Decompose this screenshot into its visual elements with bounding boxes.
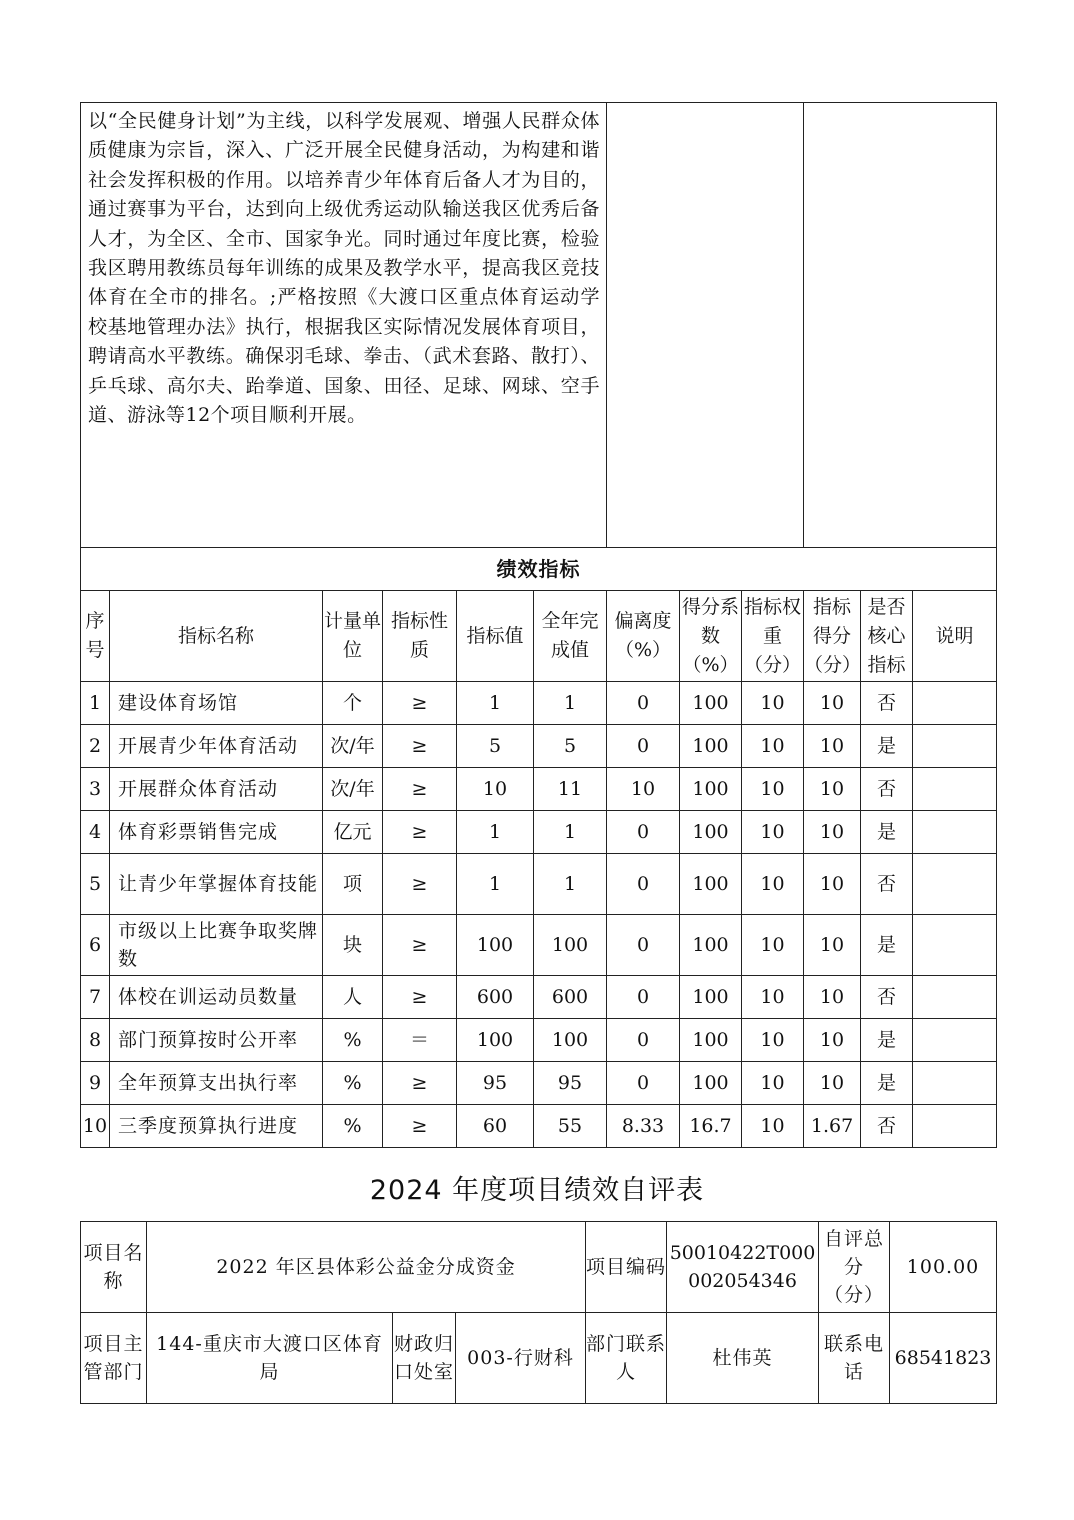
table-row bbox=[81, 1105, 997, 1148]
cell-unit: 次/年 bbox=[323, 725, 383, 768]
cell-core: 否 bbox=[861, 1105, 913, 1148]
cell-score: 10 bbox=[804, 854, 861, 915]
dept-label: 项目主管部门 bbox=[81, 1313, 147, 1404]
cell-actual: 1 bbox=[534, 854, 607, 915]
total-score: 100.00 bbox=[890, 1222, 997, 1313]
cell-unit: 块 bbox=[323, 915, 383, 976]
cell-deviation: 0 bbox=[607, 725, 680, 768]
cell-target: 1 bbox=[457, 682, 534, 725]
header-score: 指标得分（分） bbox=[804, 591, 861, 682]
header-nature: 指标性质 bbox=[383, 591, 457, 682]
cell-unit: % bbox=[323, 1105, 383, 1148]
cell-name: 部门预算按时公开率 bbox=[110, 1019, 323, 1062]
cell-seq: 1 bbox=[81, 682, 110, 725]
cell-weight: 10 bbox=[742, 1019, 804, 1062]
cell-weight: 10 bbox=[742, 768, 804, 811]
finance: 003-行财科 bbox=[456, 1313, 586, 1404]
dept: 144-重庆市大渡口区体育局 bbox=[147, 1313, 393, 1404]
cell-target: 60 bbox=[457, 1105, 534, 1148]
cell-deviation: 0 bbox=[607, 682, 680, 725]
table-row bbox=[81, 768, 997, 811]
cell-seq: 10 bbox=[81, 1105, 110, 1148]
phone: 68541823 bbox=[890, 1313, 997, 1404]
cell-note bbox=[913, 1105, 997, 1148]
cell-unit: 项 bbox=[323, 854, 383, 915]
cell-actual: 55 bbox=[534, 1105, 607, 1148]
cell-weight: 10 bbox=[742, 811, 804, 854]
cell-unit: 个 bbox=[323, 682, 383, 725]
cell-name: 三季度预算执行进度 bbox=[110, 1105, 323, 1148]
header-deviation: 偏离度（%） bbox=[607, 591, 680, 682]
header-note: 说明 bbox=[913, 591, 997, 682]
cell-coef: 100 bbox=[680, 682, 742, 725]
header-core: 是否核心指标 bbox=[861, 591, 913, 682]
cell-core: 是 bbox=[861, 1062, 913, 1105]
cell-deviation: 0 bbox=[607, 1019, 680, 1062]
cell-coef: 16.7 bbox=[680, 1105, 742, 1148]
table-row bbox=[81, 915, 997, 976]
cell-nature: ≥ bbox=[383, 854, 457, 915]
contact-label: 部门联系人 bbox=[586, 1313, 667, 1404]
cell-deviation: 10 bbox=[607, 768, 680, 811]
cell-weight: 10 bbox=[742, 1105, 804, 1148]
cell-deviation: 0 bbox=[607, 854, 680, 915]
cell-unit: 亿元 bbox=[323, 811, 383, 854]
cell-note bbox=[913, 1019, 997, 1062]
cell-weight: 10 bbox=[742, 682, 804, 725]
phone-label: 联系电话 bbox=[819, 1313, 890, 1404]
cell-weight: 10 bbox=[742, 725, 804, 768]
cell-actual: 1 bbox=[534, 811, 607, 854]
cell-core: 是 bbox=[861, 811, 913, 854]
cell-weight: 10 bbox=[742, 915, 804, 976]
cell-core: 否 bbox=[861, 976, 913, 1019]
cell-target: 5 bbox=[457, 725, 534, 768]
cell-unit: % bbox=[323, 1019, 383, 1062]
cell-coef: 100 bbox=[680, 854, 742, 915]
header-coef: 得分系数（%） bbox=[680, 591, 742, 682]
cell-score: 10 bbox=[804, 1019, 861, 1062]
cell-name: 全年预算支出执行率 bbox=[110, 1062, 323, 1105]
cell-note bbox=[913, 682, 997, 725]
header-name: 指标名称 bbox=[110, 591, 323, 682]
cell-nature: ≥ bbox=[383, 811, 457, 854]
total-score-label: 自评总分（分） bbox=[819, 1222, 890, 1313]
header-unit: 计量单位 bbox=[323, 591, 383, 682]
project-description: 以“全民健身计划”为主线，以科学发展观、增强人民群众体质健康为宗旨，深入、广泛开展全民健身活动，为构建和谐社会发挥积极的作用。以培养青少年体育后备人才为目的，通过赛事为平台，达到向上级优秀运动队输送我区优秀后备人才，为全区、全市、国家争光。同时通过年度比赛，检验我区聘用教练员每年训练的成果及教学水平，提高我区竞技体育在全市的排名。;严格按照《大渡口区重点体育运动学校基地管理办法》执行，根据我区实际情况发展体育项目，聘请高水平教练。确保羽毛球、拳击、（武术套路、散打）、乒乓球、高尔夫、跆拳道、国象、田径、足球、网球、空手道、游泳等12个项目顺利开展。 bbox=[81, 103, 607, 548]
cell-note bbox=[913, 768, 997, 811]
cell-score: 10 bbox=[804, 915, 861, 976]
project-name: 2022 年区县体彩公益金分成资金 bbox=[147, 1222, 586, 1313]
cell-coef: 100 bbox=[680, 811, 742, 854]
cell-name: 开展青少年体育活动 bbox=[110, 725, 323, 768]
performance-table bbox=[80, 102, 997, 1148]
cell-note bbox=[913, 1062, 997, 1105]
cell-weight: 10 bbox=[742, 1062, 804, 1105]
cell-actual: 100 bbox=[534, 915, 607, 976]
cell-actual: 95 bbox=[534, 1062, 607, 1105]
finance-label: 财政归口处室 bbox=[393, 1313, 456, 1404]
cell-target: 95 bbox=[457, 1062, 534, 1105]
cell-coef: 100 bbox=[680, 976, 742, 1019]
empty-cell bbox=[804, 103, 997, 548]
cell-nature: ≥ bbox=[383, 976, 457, 1019]
cell-note bbox=[913, 915, 997, 976]
cell-core: 否 bbox=[861, 682, 913, 725]
table-row bbox=[81, 811, 997, 854]
project-code-label: 项目编码 bbox=[586, 1222, 667, 1313]
cell-nature: ≥ bbox=[383, 682, 457, 725]
cell-deviation: 0 bbox=[607, 811, 680, 854]
cell-seq: 7 bbox=[81, 976, 110, 1019]
project-name-label: 项目名称 bbox=[81, 1222, 147, 1313]
cell-coef: 100 bbox=[680, 1062, 742, 1105]
cell-deviation: 0 bbox=[607, 915, 680, 976]
project-info-table bbox=[80, 1221, 997, 1404]
cell-seq: 3 bbox=[81, 768, 110, 811]
header-seq: 序号 bbox=[81, 591, 110, 682]
cell-unit: % bbox=[323, 1062, 383, 1105]
cell-nature: ≥ bbox=[383, 725, 457, 768]
cell-target: 100 bbox=[457, 915, 534, 976]
cell-actual: 100 bbox=[534, 1019, 607, 1062]
cell-seq: 5 bbox=[81, 854, 110, 915]
table-row bbox=[81, 682, 997, 725]
cell-target: 10 bbox=[457, 768, 534, 811]
header-actual: 全年完成值 bbox=[534, 591, 607, 682]
cell-score: 10 bbox=[804, 682, 861, 725]
table-row bbox=[81, 976, 997, 1019]
cell-deviation: 0 bbox=[607, 976, 680, 1019]
cell-nature: ≥ bbox=[383, 1105, 457, 1148]
table-row bbox=[81, 725, 997, 768]
cell-unit: 人 bbox=[323, 976, 383, 1019]
cell-coef: 100 bbox=[680, 1019, 742, 1062]
cell-score: 10 bbox=[804, 768, 861, 811]
cell-core: 否 bbox=[861, 854, 913, 915]
cell-name: 建设体育场馆 bbox=[110, 682, 323, 725]
cell-nature: ≥ bbox=[383, 768, 457, 811]
cell-core: 否 bbox=[861, 768, 913, 811]
cell-seq: 2 bbox=[81, 725, 110, 768]
cell-core: 是 bbox=[861, 1019, 913, 1062]
empty-cell bbox=[607, 103, 804, 548]
cell-target: 600 bbox=[457, 976, 534, 1019]
cell-deviation: 0 bbox=[607, 1062, 680, 1105]
cell-nature: ＝ bbox=[383, 1019, 457, 1062]
cell-name: 市级以上比赛争取奖牌数 bbox=[110, 915, 323, 976]
contact: 杜伟英 bbox=[667, 1313, 819, 1404]
table-header bbox=[81, 591, 997, 682]
cell-score: 1.67 bbox=[804, 1105, 861, 1148]
cell-coef: 100 bbox=[680, 768, 742, 811]
cell-core: 是 bbox=[861, 915, 913, 976]
project-code: 50010422T000002054346 bbox=[667, 1222, 819, 1313]
cell-weight: 10 bbox=[742, 976, 804, 1019]
section-title: 绩效指标 bbox=[81, 548, 997, 591]
cell-core: 是 bbox=[861, 725, 913, 768]
table-row bbox=[81, 854, 997, 915]
cell-weight: 10 bbox=[742, 854, 804, 915]
cell-nature: ≥ bbox=[383, 1062, 457, 1105]
cell-unit: 次/年 bbox=[323, 768, 383, 811]
cell-target: 1 bbox=[457, 854, 534, 915]
cell-seq: 8 bbox=[81, 1019, 110, 1062]
cell-score: 10 bbox=[804, 725, 861, 768]
cell-score: 10 bbox=[804, 811, 861, 854]
cell-deviation: 8.33 bbox=[607, 1105, 680, 1148]
form-title: 2024 年度项目绩效自评表 bbox=[369, 1175, 705, 1206]
cell-seq: 9 bbox=[81, 1062, 110, 1105]
cell-score: 10 bbox=[804, 976, 861, 1019]
cell-note bbox=[913, 811, 997, 854]
table-row bbox=[81, 1019, 997, 1062]
cell-target: 100 bbox=[457, 1019, 534, 1062]
cell-note bbox=[913, 725, 997, 768]
cell-actual: 1 bbox=[534, 682, 607, 725]
header-target: 指标值 bbox=[457, 591, 534, 682]
header-weight: 指标权重（分） bbox=[742, 591, 804, 682]
cell-note bbox=[913, 976, 997, 1019]
cell-nature: ≥ bbox=[383, 915, 457, 976]
table-row bbox=[81, 1062, 997, 1105]
cell-score: 10 bbox=[804, 1062, 861, 1105]
cell-name: 体育彩票销售完成 bbox=[110, 811, 323, 854]
cell-target: 1 bbox=[457, 811, 534, 854]
cell-name: 体校在训运动员数量 bbox=[110, 976, 323, 1019]
cell-seq: 4 bbox=[81, 811, 110, 854]
cell-actual: 600 bbox=[534, 976, 607, 1019]
cell-name: 让青少年掌握体育技能 bbox=[110, 854, 323, 915]
cell-seq: 6 bbox=[81, 915, 110, 976]
cell-name: 开展群众体育活动 bbox=[110, 768, 323, 811]
cell-actual: 5 bbox=[534, 725, 607, 768]
cell-coef: 100 bbox=[680, 725, 742, 768]
cell-actual: 11 bbox=[534, 768, 607, 811]
cell-note bbox=[913, 854, 997, 915]
cell-coef: 100 bbox=[680, 915, 742, 976]
